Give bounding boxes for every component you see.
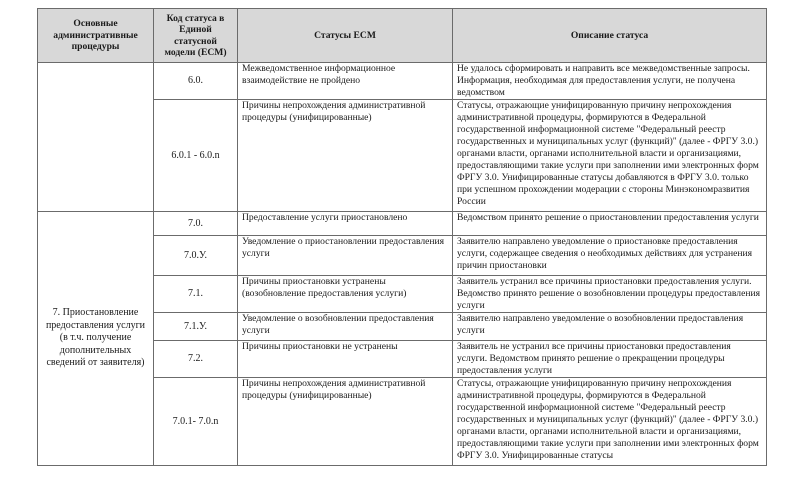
status-description-cell: Заявителю направлено уведомление о возобновлении предоставления услуги — [453, 313, 767, 341]
status-name-cell: Причины непрохождения административной процедуры (унифицированные) — [238, 378, 453, 466]
status-code-cell: 7.1. — [154, 276, 238, 313]
status-code-cell: 7.0.У. — [154, 236, 238, 276]
status-description-cell: Не удалось сформировать и направить все межведомственные запросы. Информация, необходимая для предоставления услуги, не получена ведомством — [453, 63, 767, 100]
table-row — [38, 63, 767, 100]
status-description-cell: Статусы, отражающие унифицированную причину непрохождения административной процедуры, формируются в Федеральной государственной информационной системе "Федеральный реестр государственных и муниципальных услуг (функций)" (далее - ФРГУ 3.0.) органами власти, органами исполнительной власти и организациями, предоставляющими такие услуги при заполнении ими электронных форм ФРГУ 3.0. Унифицированные статусы — [453, 378, 767, 466]
status-name-cell: Предоставление услуги приостановлено — [238, 212, 453, 236]
table-row — [38, 212, 767, 236]
status-code-cell: 6.0.1 - 6.0.n — [154, 100, 238, 212]
status-description-cell: Заявитель устранил все причины приостановки предоставления услуги. Ведомство принято решение о возобновлении процедуры предоставления услуги — [453, 276, 767, 313]
status-code-cell: 7.0.1- 7.0.n — [154, 378, 238, 466]
status-name-cell: Уведомление о возобновлении предоставления услуги — [238, 313, 453, 341]
procedure-cell: 7. Приостановление предоставления услуги (в т.ч. получение дополнительных сведений от заявителя) — [38, 212, 154, 466]
status-name-cell: Уведомление о приостановлении предоставления услуги — [238, 236, 453, 276]
status-code-cell: 7.0. — [154, 212, 238, 236]
status-table — [37, 8, 767, 466]
status-name-cell: Причины приостановки не устранены — [238, 341, 453, 378]
status-code-cell: 7.1.У. — [154, 313, 238, 341]
procedure-cell-empty — [38, 63, 154, 212]
header-row — [38, 9, 767, 63]
status-description-cell: Статусы, отражающие унифицированную причину непрохождения административной процедуры, формируются в Федеральной государственной информационной системе "Федеральный реестр государственных и муниципальных услуг (функций)" (далее - ФРГУ 3.0.) органами власти, органами исполнительной власти и организациями, предоставляющими такие услуги при заполнении ими электронных форм ФРГУ 3.0. Унифицированные статусы добавляются в ФРГУ 3.0. только при успешном прохождении модерации с стороны Минэкономразвития России — [453, 100, 767, 212]
status-code-cell: 7.2. — [154, 341, 238, 378]
header-esm-statuses: Статусы ЕСМ — [238, 9, 453, 63]
status-code-cell: 6.0. — [154, 63, 238, 100]
header-status-code: Код статуса в Единой статусной модели (ЕСМ) — [154, 9, 238, 63]
status-description-cell: Ведомством принято решение о приостановлении предоставления услуги — [453, 212, 767, 236]
header-status-description: Описание статуса — [453, 9, 767, 63]
status-name-cell: Межведомственное информационное взаимодействие не пройдено — [238, 63, 453, 100]
status-description-cell: Заявитель не устранил все причины приостановки предоставления услуги. Ведомством принято решение о прекращении процедуры предоставления услуги — [453, 341, 767, 378]
status-name-cell: Причины приостановки устранены (возобновление предоставления услуги) — [238, 276, 453, 313]
header-procedures: Основные административные процедуры — [38, 9, 154, 63]
status-description-cell: Заявителю направлено уведомление о приостановке предоставления услуги, содержащее сведения о необходимых действиях для устранения причин приостановки — [453, 236, 767, 276]
status-name-cell: Причины непрохождения административной процедуры (унифицированные) — [238, 100, 453, 212]
